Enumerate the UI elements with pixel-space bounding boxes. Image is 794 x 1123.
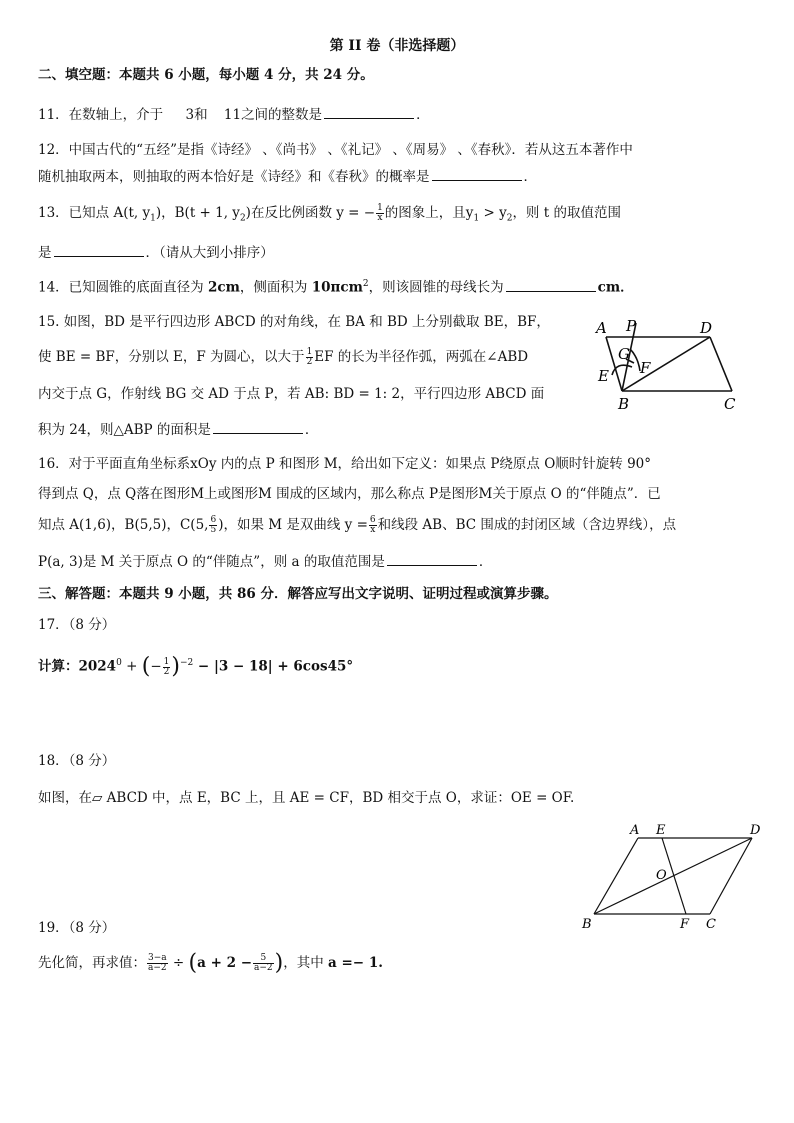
question-12-line1: 12．中国古代的“五经”是指《诗经》 、《尚书》 、《礼记》 、《周易》 、《春秋》．若从这五本著作中 <box>38 142 633 158</box>
question-11: 11．在数轴上，介于 3和 11之间的整数是 ． <box>38 104 430 124</box>
question-16-line1: 16．对于平面直角坐标系xOy 内的点 P 和图形 M，给出如下定义：如果点 P绕原点 O顺时针旋转 90° <box>38 456 652 472</box>
fig-label: E <box>598 367 609 385</box>
fig-label: C <box>724 395 736 413</box>
question-19-header: 19．（8 分） <box>38 920 116 936</box>
fig-label: O <box>656 868 667 883</box>
answer-blank[interactable] <box>324 104 414 119</box>
fig-label: F <box>640 359 651 377</box>
fig-label: P <box>626 317 637 335</box>
question-18-body: 如图，在▱ ABCD 中，点 E，BC 上，且 AE = CF，BD 相交于点 O，求证：OE = OF. <box>38 790 575 806</box>
section-title: 第 II 卷（非选择题） <box>329 38 465 54</box>
question-19-expression: 先化简，再求值： $\frac{3-a}{a-2}$ ÷ (a + 2 − $\frac{5}{a-2}$ )，其中 a =− 1. <box>38 950 383 976</box>
fig-label: C <box>706 917 716 932</box>
parallelogram-figure-q15 <box>592 313 742 415</box>
question-16-line3: 知点 A(1,6)，B(5,5)，C(5, $\frac{6}{5}$ )，如果 M 是双曲线 y = $\frac{6}{x}$ 和线段 AB、BC 围成的封闭区域（含边界线），点 <box>38 515 677 535</box>
question-17-header: 17．（8 分） <box>38 617 116 633</box>
question-16-line4: P(a, 3)是 M 关于原点 O 的“伴随点”，则 a 的取值范围是 ． <box>38 551 492 571</box>
answer-blank[interactable] <box>432 166 522 181</box>
fig-label: A <box>630 823 640 838</box>
question-15-line3: 内交于点 G，作射线 BG 交 AD 于点 P，若 AB: BD = 1: 2，平行四边形 ABCD 面 <box>38 386 545 402</box>
fraction: $\frac{1}{2}$ <box>306 347 313 367</box>
segment-dc <box>710 838 752 914</box>
answer-blank[interactable] <box>54 242 144 257</box>
fig-label: G <box>618 345 630 363</box>
segment-dc <box>710 337 732 391</box>
fraction: $\frac{6}{5}$ <box>210 515 217 535</box>
question-16-line2: 得到点 Q，点 Q落在图形M上或图形M 围成的区域内，那么称点 P是图形M关于原点 O 的“伴随点”．已 <box>38 486 661 502</box>
part3-heading: 三、解答题：本题共 9 小题，共 86 分．解答应写出文字说明、证明过程或演算步骤。 <box>38 586 558 602</box>
parallelogram-figure-q18 <box>578 818 768 936</box>
fraction: $\frac{6}{x}$ <box>369 515 376 535</box>
question-18-header: 18．（8 分） <box>38 753 116 769</box>
arc-f <box>630 349 640 371</box>
fraction: $\frac{1}{x}$ <box>377 203 383 223</box>
fig-label: B <box>618 395 630 413</box>
fig-label: F <box>680 917 690 932</box>
fig-label: B <box>582 917 592 932</box>
fraction: $\frac{5}{a-2}$ <box>254 953 273 973</box>
answer-blank[interactable] <box>387 551 477 566</box>
question-12-line2: 随机抽取两本，则抽取的两本恰好是《诗经》和《春秋》的概率是 ． <box>38 166 537 186</box>
segment-ba <box>594 838 638 914</box>
fraction: $\frac{3-a}{a-2}$ <box>148 953 167 973</box>
question-15-line1: 15. 如图，BD 是平行四边形 ABCD 的对角线，在 BA 和 BD 上分别截取 BE，BF， <box>38 314 550 330</box>
question-13-line1: 13．已知点 A(t, $y_1$)，B(t + 1, $y_2$)在反比例函数 y = − $\frac{1}{x}$ 的图象上，且$y_1 > y_2$，则 t 的取值范围 <box>38 203 621 224</box>
question-15-line2: 使 BE = BF，分别以 E，F 为圆心，以大于 $\frac{1}{2}$ EF 的长为半径作弧，两弧在∠ABD <box>38 347 529 367</box>
question-15-line4: 积为 24，则△ABP 的面积是 ． <box>38 419 318 439</box>
answer-blank[interactable] <box>506 277 596 292</box>
fig-label: D <box>750 823 761 838</box>
question-17-expression: 计算：$2024^0$ + (− $\frac{1}{2}$ )$^{-2}$ − |3 − 18| + 6cos45° <box>38 654 354 679</box>
question-14: 14．已知圆锥的底面直径为 2cm，侧面积为 10πcm$^2$，则该圆锥的母线长为 cm． <box>38 275 634 297</box>
fig-label: E <box>656 823 666 838</box>
fig-label: A <box>596 319 607 337</box>
diagonal-bd <box>594 838 752 914</box>
question-13-line2: 是 ．（请从大到小排序） <box>38 242 274 262</box>
fraction: $\frac{1}{2}$ <box>163 656 170 677</box>
diagonal-bd <box>622 337 710 391</box>
fig-label: D <box>700 319 713 337</box>
part2-heading: 二、填空题：本题共 6 小题，每小题 4 分，共 24 分。 <box>38 67 374 83</box>
answer-blank[interactable] <box>213 419 303 434</box>
